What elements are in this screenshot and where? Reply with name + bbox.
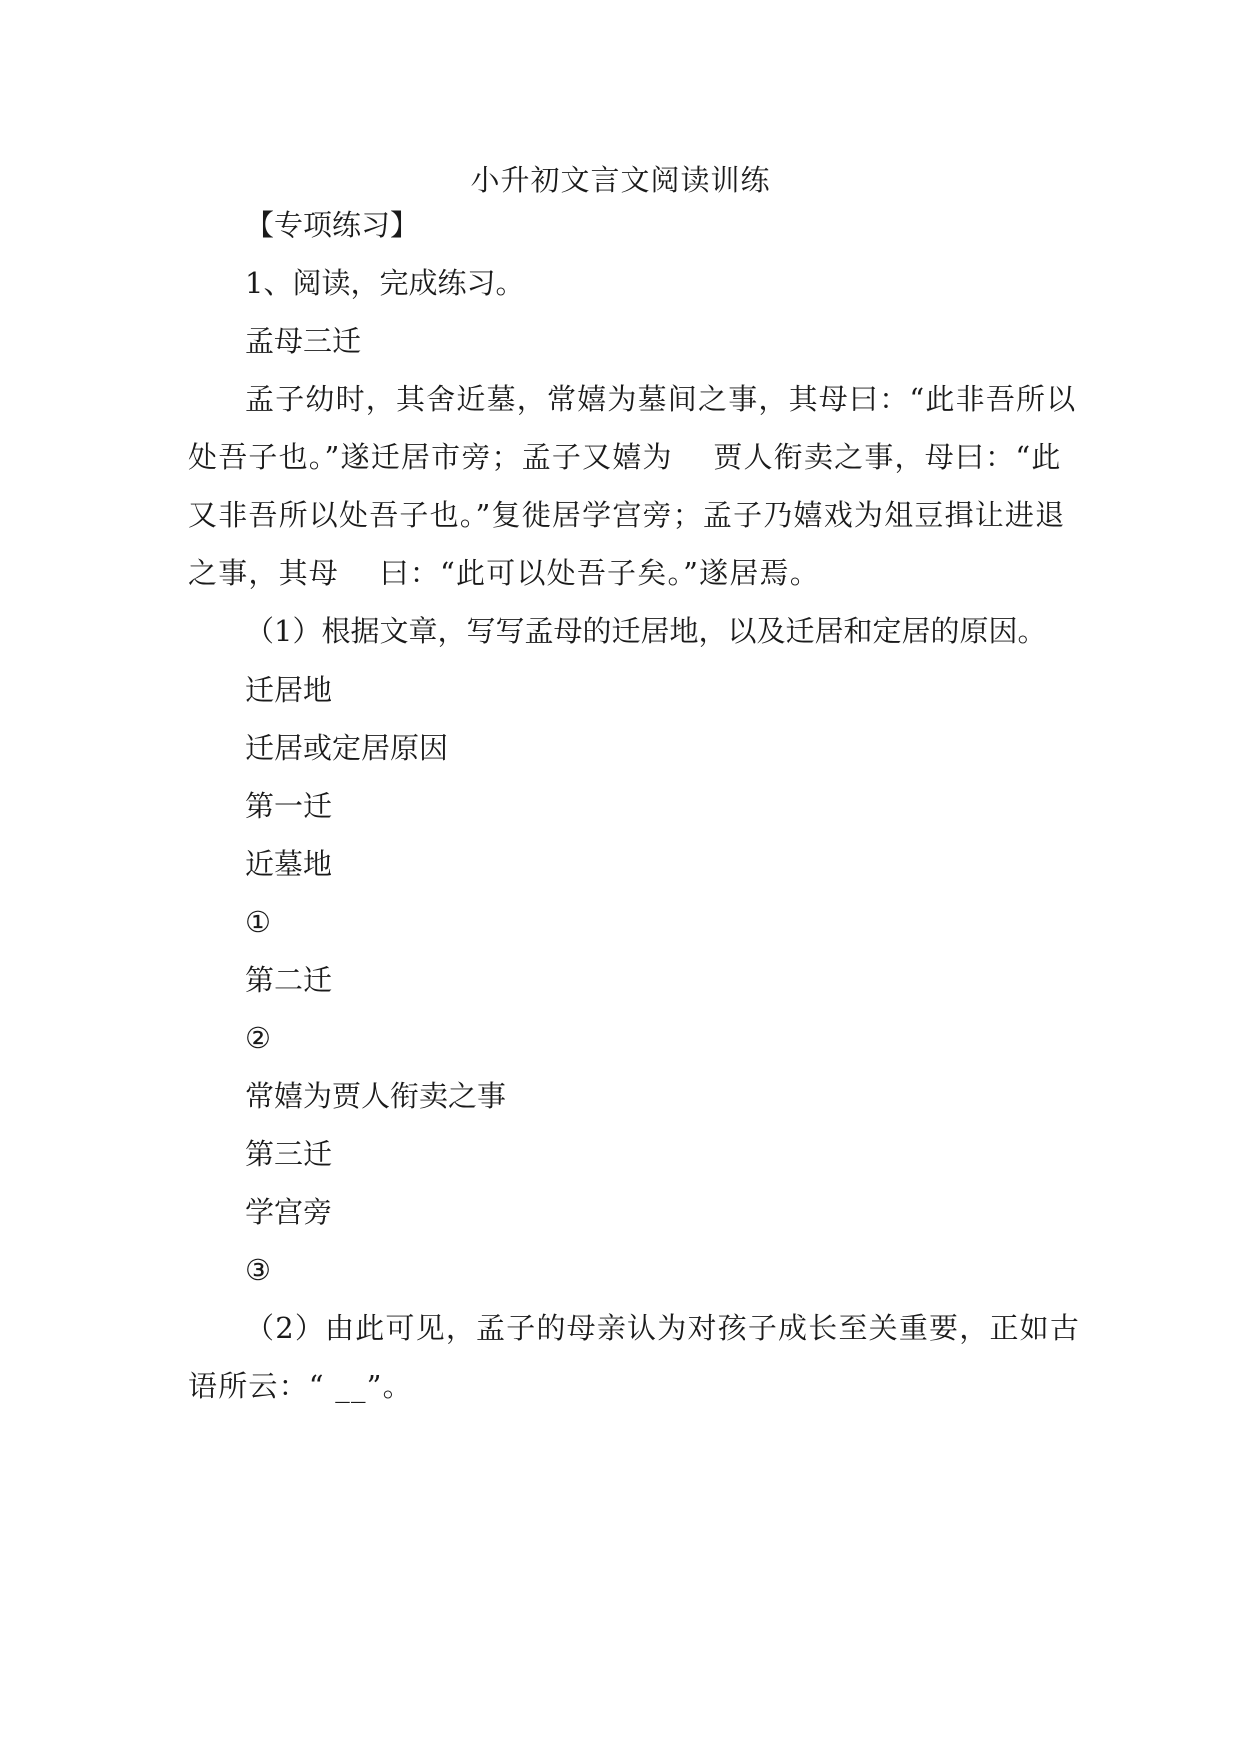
question-2-line: 语所云：“ __”。 xyxy=(188,1369,413,1403)
answer-blank-1: ① xyxy=(245,905,271,939)
document-title: 小升初文言文阅读训练 xyxy=(470,163,771,197)
answer-blank-3: ③ xyxy=(245,1253,271,1287)
section-heading: 【专项练习】 xyxy=(245,208,420,242)
table-cell: 第一迁 xyxy=(245,789,333,823)
passage-line: 孟子幼时，其舍近墓，常嬉为墓间之事，其母曰：“此非吾所以 xyxy=(245,382,1077,416)
question-2-line: （2）由此可见，孟子的母亲认为对孩子成长至关重要，正如古 xyxy=(245,1311,1081,1345)
table-cell: 学宫旁 xyxy=(245,1195,333,1229)
passage-line: 处吾子也。”遂迁居市旁；孟子又嬉为 贾人衔卖之事，母曰：“此 xyxy=(188,440,1062,474)
exercise-intro: 1、阅读，完成练习。 xyxy=(245,266,525,300)
table-cell: 迁居地 xyxy=(245,673,333,707)
question-1: （1）根据文章，写写孟母的迁居地，以及迁居和定居的原因。 xyxy=(245,614,1047,648)
table-cell: 近墓地 xyxy=(245,847,333,881)
table-cell: 第二迁 xyxy=(245,963,333,997)
passage-line: 之事，其母 曰：“此可以处吾子矣。”遂居焉。 xyxy=(188,556,820,590)
passage-line: 又非吾所以处吾子也。”复徙居学宫旁；孟子乃嬉戏为俎豆揖让进退 xyxy=(188,498,1066,532)
table-cell: 第三迁 xyxy=(245,1137,333,1171)
answer-blank-2: ② xyxy=(245,1021,271,1055)
table-cell: 迁居或定居原因 xyxy=(245,731,449,765)
passage-title: 孟母三迁 xyxy=(245,324,362,358)
table-cell: 常嬉为贾人衔卖之事 xyxy=(245,1079,507,1113)
